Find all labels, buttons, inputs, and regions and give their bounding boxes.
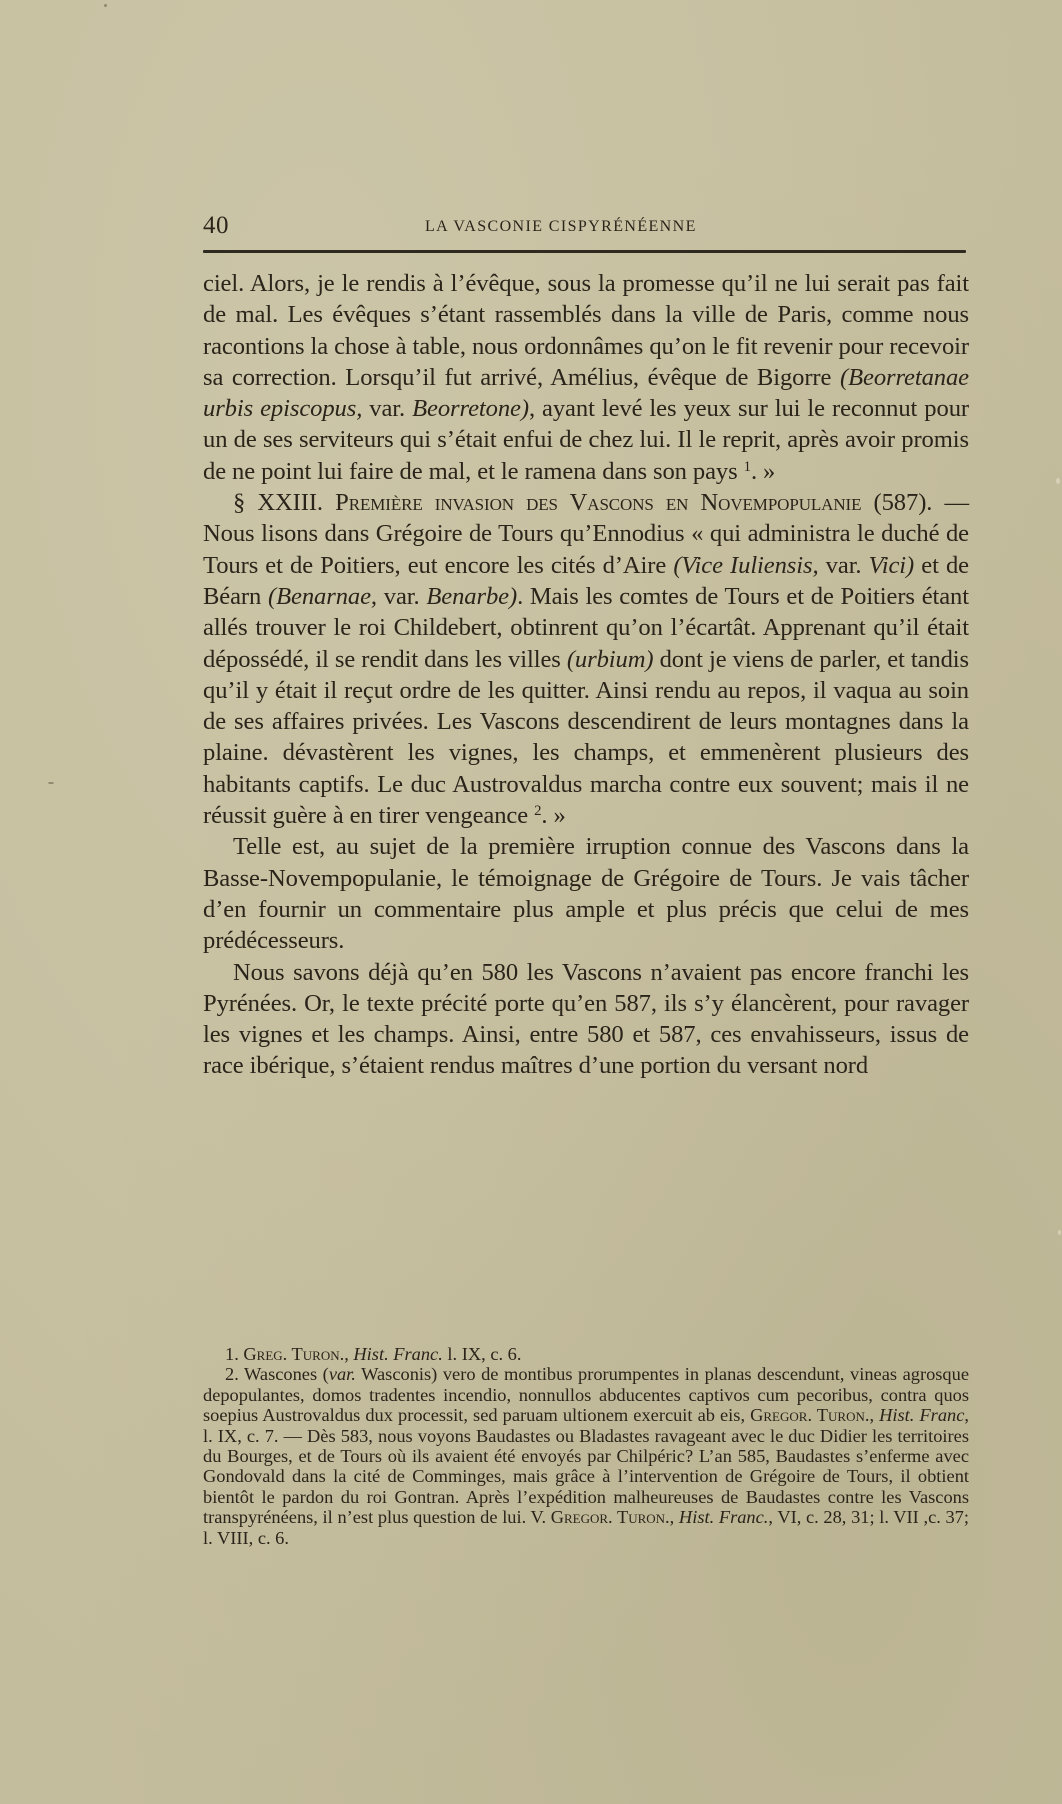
footnote-2: 2. Wascones (var. Wasconis) vero de montibus prorumpentes in planas descendunt, vineas agrosque depopulantes, domos tradentes incendio, nonnullos abducentes captivos cum pecoribus, contra quos soepius Austrovaldus dux processit, sed paruam ultionem exercuit ab eis, Gregor. Turon., Hist. Franc, l. IX, c. 7. — Dès 583, nous voyons Baudastes ou Bladastes ravageant avec le duc Didier les territoires du Bourges, et de Tours où ils avaient été envoyés par Chilpéric? L’an 585, Baudastes s’enferme avec Gondovald dans la cité de Comminges, mais grâce à l’intervention de Grégoire de Tours, il obtient bientôt le pardon du roi Gontran. Après l’expédition malheureuses de Baudastes contre les Vascons transpyrénéens, il n’est plus question de lui. V. Gregor. Turon., Hist. Franc., VI, c. 28, 31; l. VII ,c. 37; l. VIII, c. 6. bbox=[203, 1364, 969, 1548]
section-number: § XXIII. bbox=[233, 489, 336, 517]
footnote-ref: 2 bbox=[534, 802, 542, 819]
paragraph: ciel. Alors, je le rendis à l’évêque, sous la promesse qu’il ne lui serait pas fait de mal. Les évêques s’étant rassemblés dans la ville de Paris, comme nous racontions la chose à table, nous ordonnâmes qu’on le fit revenir pour recevoir sa correction. Lorsqu’il fut arrivé, Amélius, évêque de Bigorre (Beorretanae urbis episcopus, var. Beorretone), ayant levé les yeux sur lui le reconnut pour un de ses serviteurs qui s’était enfui de chez lui. Il le reprit, après avoir promis de ne point lui faire de mal, et le ramena dans son pays $^1$. » bbox=[203, 270, 969, 485]
footnotes bbox=[203, 1344, 969, 1548]
section-paragraph: § XXIII. Première invasion des Vascons en Novempopulanie (587). — Nous lisons dans Grégoire de Tours qu’Ennodius « qui administra le duché de Tours et de Poitiers, eut encore les cités d’Aire (Vice Iuliensis, var. Vici) et de Béarn (Benarnae, var. Benarbe). Mais les comtes de Tours et de Poitiers étant allés trouver le roi Childebert, obtinrent qu’on l’écartât. Apprenant qu’il était dépossédé, il se rendit dans les villes (urbium) dont je viens de parler, et tandis qu’il y était il reçut ordre de les quitter. Ainsi rendu au repos, il vaqua au soin de ses affaires privées. Les Vascons descendirent de leurs montagnes dans la plaine. dévastèrent les vignes, les champs, et emmenèrent plusieurs des habitants captifs. Le duc Austrovaldus marcha contre eux souvent; mais il ne réussit guère à en tirer vengeance $^2$. » bbox=[203, 489, 969, 830]
header-rule bbox=[203, 250, 966, 253]
running-head bbox=[203, 212, 966, 242]
paper-speck bbox=[1056, 478, 1060, 484]
section-title: Première invasion des Vascons en Novempopulanie bbox=[335, 489, 862, 517]
footnote-ref: 1 bbox=[743, 458, 751, 475]
paragraph: Nous savons déjà qu’en 580 les Vascons n’avaient pas encore franchi les Pyrénées. Or, le texte précité porte qu’en 587, ils s’y élancèrent, pour ravager les vignes et les champs. Ainsi, entre 580 et 587, ces envahisseurs, issus de race ibérique, s’étaient rendus maîtres d’une portion du versant nord bbox=[203, 958, 969, 1080]
paper-speck bbox=[1058, 1230, 1061, 1235]
body-text bbox=[203, 268, 969, 1082]
paper-speck bbox=[104, 4, 107, 7]
running-title: LA VASCONIE CISPYRÉNÉENNE bbox=[425, 218, 697, 235]
paper-speck bbox=[48, 782, 54, 784]
footnote-1: 1. Greg. Turon., Hist. Franc. l. IX, c. 6. bbox=[225, 1344, 522, 1364]
paragraph: Telle est, au sujet de la première irruption connue des Vascons dans la Basse-Novempopulanie, le témoignage de Grégoire de Tours. Je vais tâcher d’en fournir un commentaire plus ample et plus précis que celui de mes prédécesseurs. bbox=[203, 833, 969, 955]
page-number: 40 bbox=[203, 212, 229, 239]
